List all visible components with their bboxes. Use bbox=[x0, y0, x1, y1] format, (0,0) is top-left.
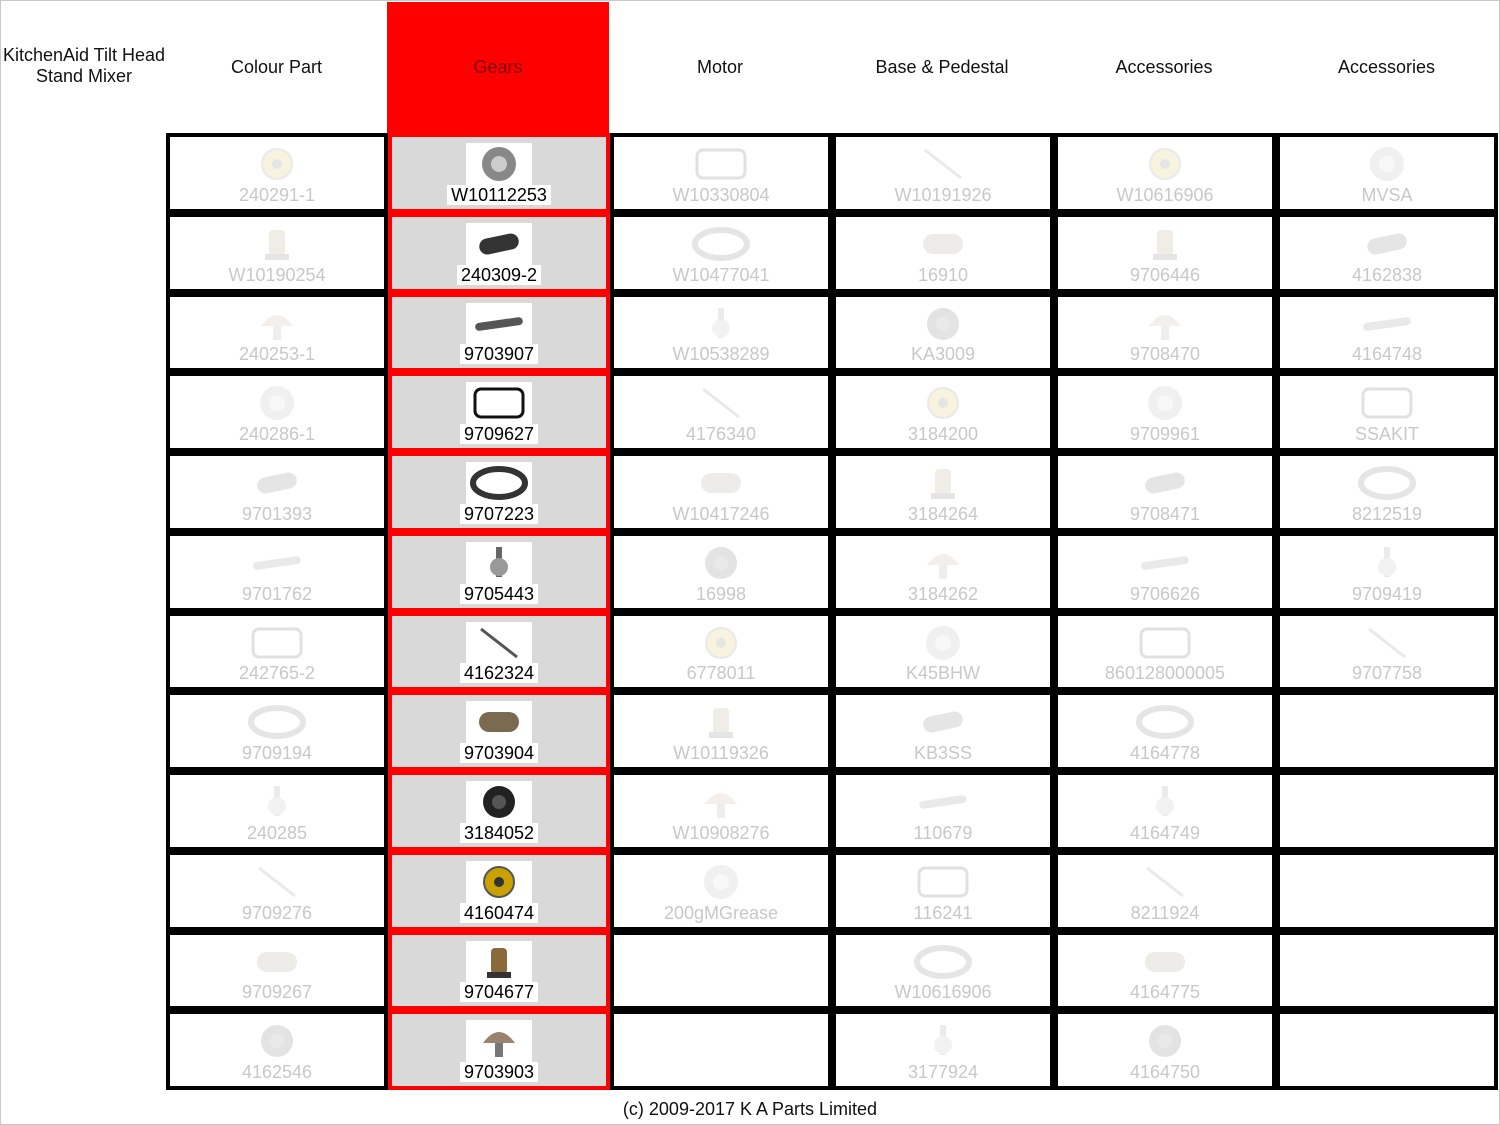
part-photo-icon bbox=[910, 542, 976, 584]
part-photo-icon bbox=[244, 462, 310, 504]
part-cell bbox=[1276, 691, 1498, 771]
part-photo-icon bbox=[688, 223, 754, 265]
part-cell[interactable] bbox=[1054, 213, 1276, 293]
part-cell[interactable] bbox=[610, 452, 832, 532]
part-number: KA3009 bbox=[910, 344, 976, 365]
part-number: 9703903 bbox=[460, 1062, 538, 1082]
part-photo-icon bbox=[1354, 382, 1420, 424]
part-photo-icon bbox=[910, 382, 976, 424]
part-number: W10119326 bbox=[673, 743, 769, 763]
part-photo-icon bbox=[910, 781, 976, 823]
part-cell[interactable] bbox=[1054, 851, 1276, 931]
part-cell[interactable] bbox=[388, 133, 610, 213]
part-number: 240253-1 bbox=[238, 344, 316, 365]
part-cell[interactable] bbox=[610, 691, 832, 771]
part-cell[interactable] bbox=[610, 771, 832, 851]
part-photo-icon bbox=[1132, 701, 1198, 743]
part-cell[interactable] bbox=[1054, 452, 1276, 532]
part-photo-icon bbox=[910, 303, 976, 345]
part-cell bbox=[610, 1010, 832, 1090]
part-number: 9704677 bbox=[460, 982, 538, 1002]
part-cell[interactable] bbox=[388, 691, 610, 771]
part-cell[interactable] bbox=[388, 452, 610, 532]
part-number: W10538289 bbox=[672, 344, 770, 365]
part-cell[interactable] bbox=[166, 213, 388, 293]
part-number: 4176340 bbox=[685, 424, 757, 444]
part-cell[interactable] bbox=[1276, 452, 1498, 532]
part-cell[interactable] bbox=[388, 851, 610, 931]
part-photo-icon bbox=[244, 542, 310, 584]
part-number: 6778011 bbox=[686, 663, 756, 684]
part-number: 860128000005 bbox=[1104, 663, 1226, 684]
part-number: 9701393 bbox=[241, 503, 313, 524]
part-photo-icon bbox=[466, 542, 532, 584]
part-photo-icon bbox=[244, 143, 310, 185]
part-photo-icon bbox=[688, 622, 754, 664]
part-photo-icon bbox=[1132, 223, 1198, 265]
part-number: K45BHW bbox=[905, 663, 981, 684]
part-cell[interactable] bbox=[1054, 532, 1276, 612]
part-cell[interactable] bbox=[388, 931, 610, 1011]
part-photo-icon bbox=[466, 303, 532, 345]
part-cell[interactable] bbox=[166, 133, 388, 213]
part-number: 3177924 bbox=[907, 1062, 979, 1082]
part-number: 110679 bbox=[913, 822, 973, 843]
part-photo-icon bbox=[1132, 303, 1198, 345]
part-number: W10417246 bbox=[672, 503, 770, 524]
part-cell[interactable] bbox=[1054, 691, 1276, 771]
part-cell[interactable] bbox=[1276, 532, 1498, 612]
part-cell[interactable] bbox=[388, 293, 610, 373]
part-cell[interactable] bbox=[166, 691, 388, 771]
part-cell[interactable] bbox=[1276, 213, 1498, 293]
part-photo-icon bbox=[244, 941, 310, 983]
part-cell[interactable] bbox=[832, 133, 1054, 213]
part-photo-icon bbox=[910, 462, 976, 504]
part-photo-icon bbox=[910, 941, 976, 983]
part-photo-icon bbox=[1132, 143, 1198, 185]
part-cell[interactable] bbox=[610, 293, 832, 373]
part-cell[interactable] bbox=[388, 771, 610, 851]
part-cell[interactable] bbox=[1054, 133, 1276, 213]
part-number: 9701762 bbox=[241, 583, 313, 604]
part-photo-icon bbox=[1132, 1020, 1198, 1062]
part-photo-icon bbox=[1132, 941, 1198, 983]
part-number: 9709419 bbox=[1351, 583, 1423, 604]
part-photo-icon bbox=[910, 143, 976, 185]
part-cell[interactable] bbox=[1054, 612, 1276, 692]
part-cell[interactable] bbox=[388, 1010, 610, 1090]
part-cell[interactable] bbox=[388, 372, 610, 452]
part-number: SSAKIT bbox=[1354, 424, 1420, 444]
part-cell[interactable] bbox=[832, 931, 1054, 1011]
part-number: W10190254 bbox=[228, 264, 326, 285]
part-photo-icon bbox=[688, 382, 754, 424]
part-photo-icon bbox=[688, 781, 754, 823]
part-cell[interactable] bbox=[166, 452, 388, 532]
part-number: 3184200 bbox=[907, 424, 979, 444]
part-number: 200gMGrease bbox=[663, 902, 779, 923]
part-number: KB3SS bbox=[913, 743, 973, 763]
part-cell[interactable] bbox=[832, 213, 1054, 293]
part-number: 240286-1 bbox=[238, 424, 316, 444]
part-number: 9709961 bbox=[1129, 424, 1201, 444]
part-cell[interactable] bbox=[1054, 771, 1276, 851]
part-number: 9705443 bbox=[460, 584, 538, 604]
part-photo-icon bbox=[244, 1020, 310, 1062]
part-cell[interactable] bbox=[832, 532, 1054, 612]
part-photo-icon bbox=[688, 462, 754, 504]
part-number: 116241 bbox=[913, 902, 973, 923]
part-cell bbox=[610, 931, 832, 1011]
part-cell[interactable] bbox=[166, 612, 388, 692]
part-photo-icon bbox=[1132, 462, 1198, 504]
part-number: 3184262 bbox=[907, 583, 979, 604]
part-cell[interactable] bbox=[1054, 931, 1276, 1011]
part-cell bbox=[1276, 771, 1498, 851]
part-number: 4162838 bbox=[1351, 264, 1423, 285]
part-cell[interactable] bbox=[832, 452, 1054, 532]
part-photo-icon bbox=[688, 303, 754, 345]
part-photo-icon bbox=[466, 382, 532, 424]
part-number: 4164775 bbox=[1129, 982, 1201, 1003]
part-cell[interactable] bbox=[166, 293, 388, 373]
part-number: 4160474 bbox=[460, 903, 538, 923]
part-number: 9709267 bbox=[241, 982, 313, 1003]
part-cell[interactable] bbox=[388, 532, 610, 612]
part-cell[interactable] bbox=[388, 213, 610, 293]
column-header-6[interactable]: Accessories bbox=[1337, 57, 1436, 77]
part-cell[interactable] bbox=[166, 1010, 388, 1090]
part-number: 9709627 bbox=[460, 424, 538, 444]
part-photo-icon bbox=[1132, 781, 1198, 823]
column-header-2[interactable]: Gears bbox=[387, 2, 609, 133]
part-photo-icon bbox=[910, 701, 976, 743]
part-cell[interactable] bbox=[166, 851, 388, 931]
part-photo-icon bbox=[910, 1020, 976, 1062]
part-cell[interactable] bbox=[610, 851, 832, 931]
part-number: W10330804 bbox=[672, 184, 770, 205]
copyright-footer: (c) 2009-2017 K A Parts Limited bbox=[622, 1099, 878, 1119]
part-number: MVSA bbox=[1361, 184, 1413, 205]
part-number: 9708470 bbox=[1129, 344, 1201, 365]
part-number: W10112253 bbox=[447, 185, 551, 205]
part-photo-icon bbox=[1354, 143, 1420, 185]
part-number: 4164778 bbox=[1129, 743, 1201, 763]
part-photo-icon bbox=[688, 701, 754, 743]
part-photo-icon bbox=[910, 622, 976, 664]
part-cell[interactable] bbox=[1054, 1010, 1276, 1090]
column-header-4[interactable]: Base & Pedestal bbox=[875, 57, 1009, 77]
part-photo-icon bbox=[1354, 462, 1420, 504]
part-photo-icon bbox=[688, 542, 754, 584]
part-photo-icon bbox=[1132, 382, 1198, 424]
part-cell[interactable] bbox=[610, 213, 832, 293]
product-title: KitchenAid Tilt Head Stand Mixer bbox=[2, 45, 166, 86]
part-photo-icon bbox=[244, 382, 310, 424]
part-photo-icon bbox=[910, 223, 976, 265]
column-header-5[interactable]: Accessories bbox=[1115, 57, 1213, 77]
part-cell[interactable] bbox=[166, 532, 388, 612]
part-number: 9707758 bbox=[1351, 663, 1423, 684]
part-photo-icon bbox=[244, 781, 310, 823]
part-cell[interactable] bbox=[166, 771, 388, 851]
part-photo-icon bbox=[688, 861, 754, 903]
part-photo-icon bbox=[466, 941, 532, 983]
part-number: 4162324 bbox=[460, 663, 538, 683]
part-cell[interactable] bbox=[388, 612, 610, 692]
part-number: 242765-2 bbox=[238, 663, 316, 684]
part-number: 9706626 bbox=[1129, 583, 1201, 604]
part-photo-icon bbox=[466, 1020, 532, 1062]
part-photo-icon bbox=[244, 303, 310, 345]
part-photo-icon bbox=[1354, 303, 1420, 345]
part-number: 4164750 bbox=[1129, 1062, 1201, 1082]
part-number: 16910 bbox=[917, 264, 969, 285]
part-photo-icon bbox=[1354, 223, 1420, 265]
part-cell[interactable] bbox=[832, 293, 1054, 373]
part-cell[interactable] bbox=[832, 1010, 1054, 1090]
part-cell[interactable] bbox=[166, 931, 388, 1011]
part-photo-icon bbox=[466, 143, 532, 185]
part-number: 9707223 bbox=[460, 504, 538, 524]
part-number: 240291-1 bbox=[238, 184, 316, 205]
part-cell[interactable] bbox=[832, 771, 1054, 851]
part-photo-icon bbox=[466, 223, 532, 265]
part-cell[interactable] bbox=[1054, 293, 1276, 373]
part-cell[interactable] bbox=[610, 532, 832, 612]
part-photo-icon bbox=[466, 462, 532, 504]
part-cell[interactable] bbox=[610, 133, 832, 213]
part-number: 9709194 bbox=[241, 743, 313, 763]
part-number: W10616906 bbox=[1116, 184, 1214, 205]
part-photo-icon bbox=[244, 701, 310, 743]
part-number: 9709276 bbox=[241, 902, 313, 923]
part-number: 9703907 bbox=[460, 344, 538, 364]
part-number: 8211924 bbox=[1130, 902, 1200, 923]
part-photo-icon bbox=[466, 701, 532, 743]
part-photo-icon bbox=[1354, 622, 1420, 664]
part-cell[interactable] bbox=[832, 612, 1054, 692]
part-cell[interactable] bbox=[1054, 372, 1276, 452]
part-cell[interactable] bbox=[610, 372, 832, 452]
part-number: W10616906 bbox=[894, 982, 992, 1003]
part-cell bbox=[1276, 1010, 1498, 1090]
part-cell[interactable] bbox=[832, 691, 1054, 771]
part-photo-icon bbox=[466, 861, 532, 903]
part-number: 9706446 bbox=[1129, 264, 1201, 285]
part-photo-icon bbox=[466, 622, 532, 664]
part-number: 4162546 bbox=[241, 1062, 313, 1082]
part-number: 9708471 bbox=[1129, 503, 1201, 524]
part-number: 240309-2 bbox=[457, 265, 541, 285]
part-photo-icon bbox=[688, 143, 754, 185]
part-photo-icon bbox=[1354, 542, 1420, 584]
column-header-3[interactable]: Motor bbox=[696, 57, 743, 77]
part-number: 9703904 bbox=[460, 743, 538, 763]
part-number: 3184052 bbox=[460, 823, 538, 843]
part-cell bbox=[1276, 931, 1498, 1011]
part-number: 3184264 bbox=[907, 503, 979, 524]
part-photo-icon bbox=[1132, 622, 1198, 664]
part-cell bbox=[1276, 851, 1498, 931]
part-cell[interactable] bbox=[1276, 293, 1498, 373]
part-photo-icon bbox=[1132, 542, 1198, 584]
part-number: W10908276 bbox=[672, 822, 770, 843]
part-cell[interactable] bbox=[1276, 612, 1498, 692]
part-cell[interactable] bbox=[610, 612, 832, 692]
part-photo-icon bbox=[466, 781, 532, 823]
column-header-1[interactable]: Colour Part bbox=[230, 57, 323, 77]
part-number: 8212519 bbox=[1351, 503, 1423, 524]
part-photo-icon bbox=[244, 622, 310, 664]
part-photo-icon bbox=[244, 223, 310, 265]
part-cell[interactable] bbox=[166, 372, 388, 452]
part-cell[interactable] bbox=[1276, 372, 1498, 452]
part-cell[interactable] bbox=[832, 372, 1054, 452]
part-photo-icon bbox=[1132, 861, 1198, 903]
part-photo-icon bbox=[244, 861, 310, 903]
part-cell[interactable] bbox=[832, 851, 1054, 931]
part-cell[interactable] bbox=[1276, 133, 1498, 213]
part-number: 16998 bbox=[695, 583, 747, 604]
part-number: 4164748 bbox=[1351, 344, 1423, 365]
part-number: 240285 bbox=[246, 822, 308, 843]
part-number: W10191926 bbox=[894, 184, 992, 205]
part-number: W10477041 bbox=[672, 264, 770, 285]
part-number: 4164749 bbox=[1129, 822, 1201, 843]
parts-grid bbox=[166, 133, 1498, 1090]
part-photo-icon bbox=[910, 861, 976, 903]
